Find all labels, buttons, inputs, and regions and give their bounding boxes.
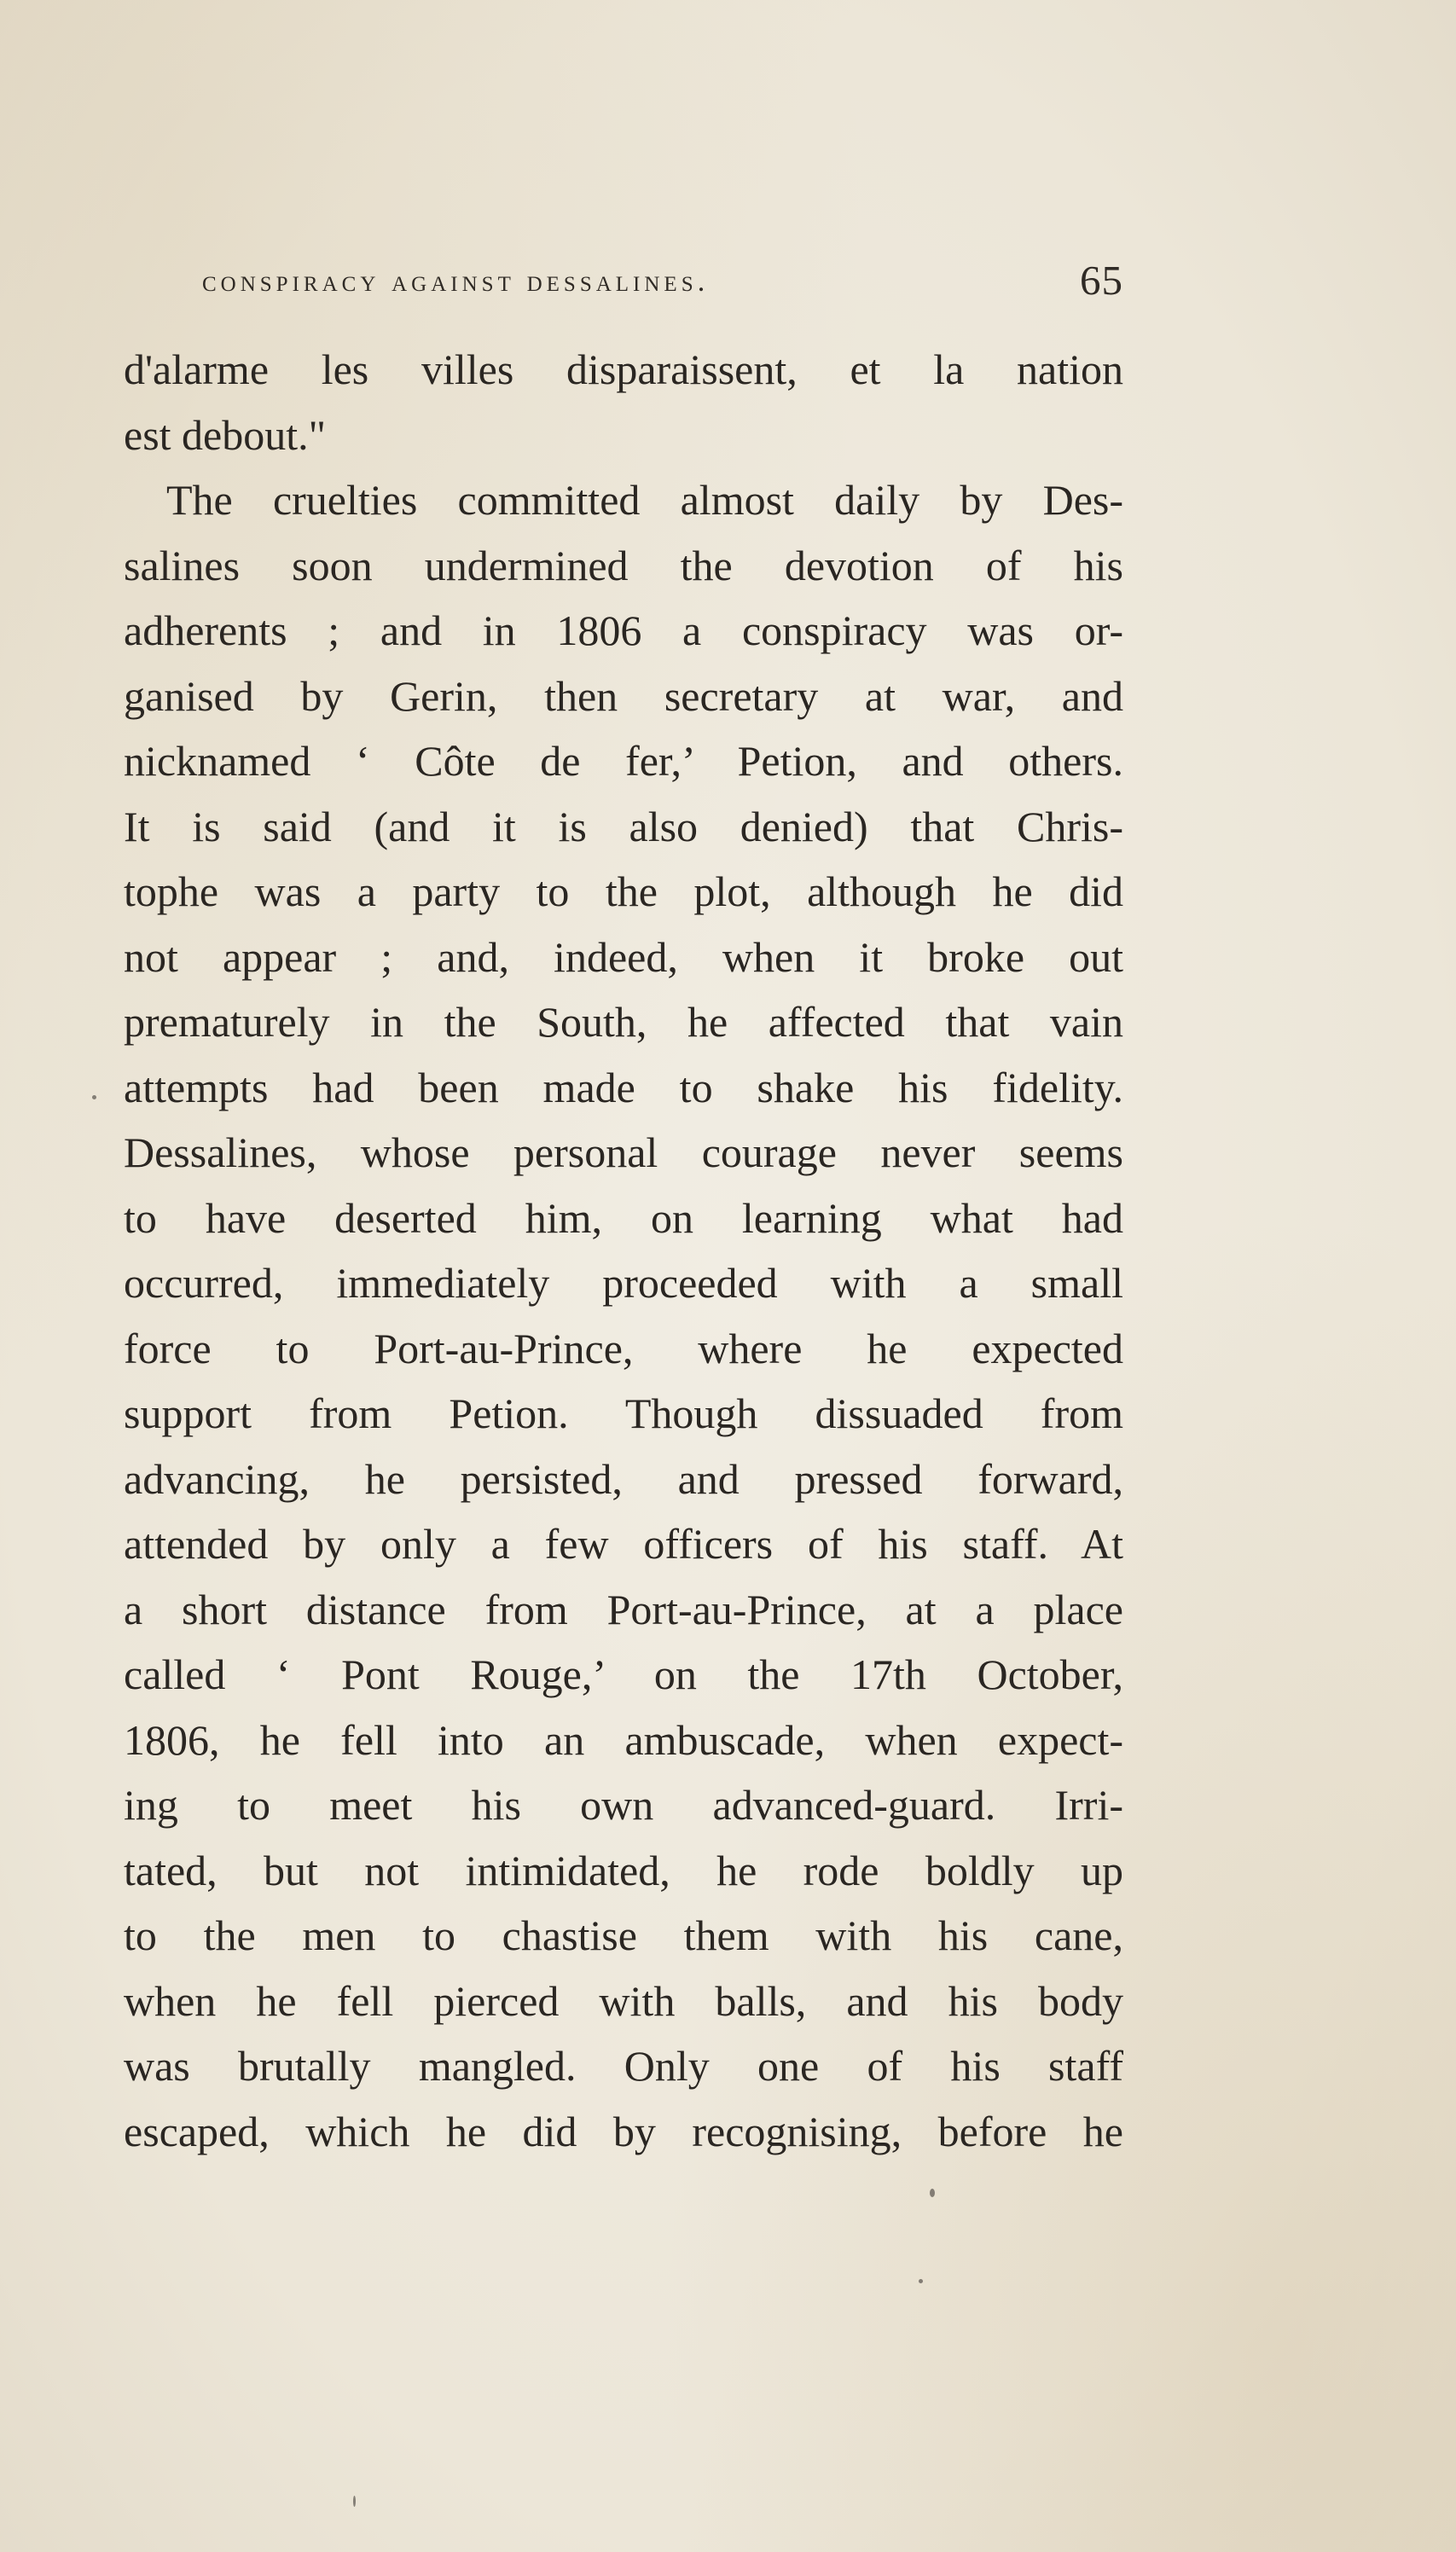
text-line: attempts had been made to shake his fidelity. (124, 1063, 1123, 1111)
paper-speck (353, 2496, 356, 2507)
text-line: attended by only a few officers of his staff. At (124, 1520, 1123, 1568)
text-line: est debout." (124, 410, 327, 459)
text-line: The cruelties committed almost daily by Des- (166, 476, 1123, 524)
text-line: escaped, which he did by recognising, before he (124, 2107, 1123, 2155)
text-line: to the men to chastise them with his cane, (124, 1911, 1123, 1959)
text-line: ganised by Gerin, then secretary at war, and (124, 671, 1123, 720)
text-line: to have deserted him, on learning what had (124, 1193, 1123, 1242)
text-line: advancing, he persisted, and pressed forward, (124, 1454, 1123, 1503)
text-line: force to Port-au-Prince, where he expected (124, 1324, 1123, 1372)
text-line: tophe was a party to the plot, although he did (124, 867, 1123, 915)
paper-speck (919, 2279, 923, 2283)
paper-speck (930, 2189, 935, 2197)
page-number: 65 (1080, 257, 1123, 304)
text-line: ing to meet his own advanced-guard. Irri- (124, 1781, 1123, 1829)
text-line: support from Petion. Though dissuaded from (124, 1389, 1123, 1437)
text-line: was brutally mangled. Only one of his staff (124, 2042, 1123, 2090)
text-line: occurred, immediately proceeded with a small (124, 1259, 1123, 1307)
text-line: called ‘ Pont Rouge,’ on the 17th October, (124, 1650, 1123, 1698)
running-head (124, 256, 1123, 324)
text-line: adherents ; and in 1806 a conspiracy was or- (124, 606, 1123, 654)
text-line: prematurely in the South, he affected that vain (124, 998, 1123, 1046)
text-line: Dessalines, whose personal courage never seems (124, 1128, 1123, 1176)
text-line: salines soon undermined the devotion of his (124, 541, 1123, 589)
text-line: when he fell pierced with balls, and his body (124, 1976, 1123, 2025)
text-line: not appear ; and, indeed, when it broke out (124, 932, 1123, 981)
running-head-title: conspiracy against dessalines. (202, 264, 710, 298)
text-line: d'alarme les villes disparaissent, et la nation (124, 345, 1123, 393)
text-line: a short distance from Port-au-Prince, at a place (124, 1585, 1123, 1633)
text-line: It is said (and it is also denied) that Chris- (124, 802, 1123, 850)
paper-speck (92, 1095, 96, 1099)
text-line: tated, but not intimidated, he rode boldly up (124, 1846, 1123, 1894)
body-text (124, 337, 1123, 2164)
text-line: nicknamed ‘ Côte de fer,’ Petion, and others. (124, 737, 1123, 785)
text-line: 1806, he fell into an ambuscade, when expect- (124, 1715, 1123, 1764)
